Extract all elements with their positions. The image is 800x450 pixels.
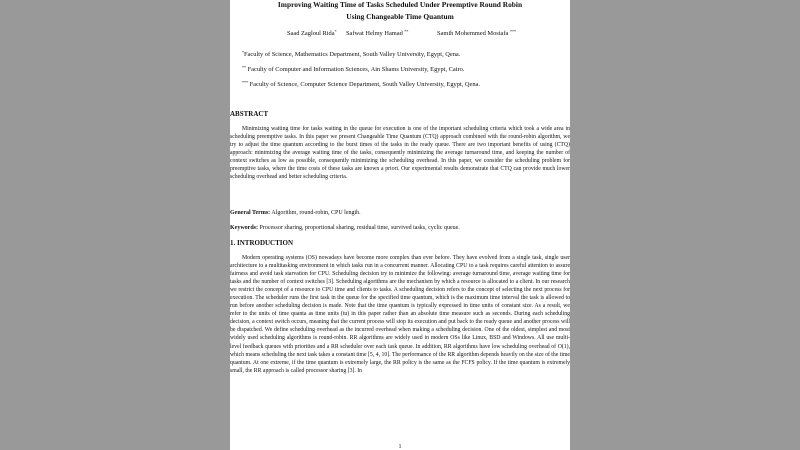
abstract-heading: ABSTRACT <box>230 110 269 118</box>
introduction-text: Modern operating systems (OS) nowadays have become more complex than ever before. They have evolved from a single task, single user architecture to a multitasking environment in which tasks run in a concurrent manner. Allocating CPU to a task requires careful attention to assure fairness and avoid task starvation for CPU. Scheduling decision try to minimize the following: average turnaround time, average waiting time for tasks and the number of context switches [3]. Scheduling algorithms are the mechanism by which a resource is allocated to a client. In our research we restrict the concept of a resource to CPU time and clients to tasks. A scheduling decision refers to the concept of selecting the next process for execution. The scheduler runs the first task in the queue for the specified time quantum, which is the maximum time interval the task is allowed to run before another scheduling decision is made. Note that the time quantum is typically expressed in time units of constant size. As a result, we refer to the units of time quanta as time units (tu) in this paper rather than an absolute time measure such as seconds. During each scheduling decision, a context switch occurs, meaning that the current process will stop its execution and put back to the ready queue and another process will be dispatched. We define scheduling overhead as the incurred overhead when making a scheduling decision. One of the oldest, simplest and most widely used scheduling algorithms is round-robin. RR algorithms are widely used in modern OSs like Linux, BSD and Windows. All use multi-level feedback queues with priorities and a RR scheduler over each task queue. In addition, RR algorithms have low scheduling overhead of O(1), which means scheduling the next task takes a constant time [5, 4, 10]. The performance of the RR algorithm depends heavily on the size of the time quantum. At one extreme, if the time quantum is extremely large, the RR policy is the same as the FCFS policy. If the time quantum is extremely small, the RR approach is called processor sharing [3]. In <box>230 255 570 374</box>
page-number: 1 <box>398 444 402 450</box>
author-3: Samih Mohemmed Mostafa *** <box>437 29 516 37</box>
abstract-text: Minimizing waiting time for tasks waiting in the queue for execution is one of the important scheduling criteria which took a wide area in scheduling preemptive tasks. In this paper we present Changeable Time Quantum (CTQ) approach combined with the round-robin algorithm, we try to adjust the time quantum according to the burst times of the tasks in the ready queue. There are two important benefits of using (CTQ) approach: minimizing the average waiting time of the tasks, consequently minimizing the average turnaround time, and keeping the number of context switches as low as possible, consequently minimizing the scheduling overhead. In this paper, we consider the scheduling problem for preemptive tasks, where the time costs of these tasks are known a priori. Our experimental results demonstrate that CTQ can provide much lower scheduling overhead and better scheduling criteria. <box>230 126 570 181</box>
introduction-heading: 1. INTRODUCTION <box>230 239 294 247</box>
affiliation-2: ** Faculty of Computer and Information Sciences, Ain Shams University, Egypt, Cairo. <box>242 65 465 73</box>
author-1: Saad Zagloul Rida* <box>287 29 337 37</box>
keywords: Keywords: Processor sharing, proportional sharing, residual time, survived tasks, cyclic queue. <box>230 225 460 231</box>
paper-page <box>230 0 570 450</box>
paper-title-line-1: Improving Waiting Time of Tasks Scheduled Under Preemptive Round Robin <box>277 0 523 9</box>
affiliation-3: *** Faculty of Science, Computer Science Department, South Valley University, Egypt, Qena. <box>242 80 480 88</box>
paper-title-line-2: Using Changeable Time Quantum <box>346 12 454 21</box>
author-2: Safwat Helmy Hamad ** <box>346 29 409 37</box>
affiliation-1: *Faculty of Science, Mathematics Department, South Valley University, Egypt, Qena. <box>242 50 461 58</box>
general-terms: General Terms: Algorithm, round-robin, CPU length. <box>230 210 361 216</box>
